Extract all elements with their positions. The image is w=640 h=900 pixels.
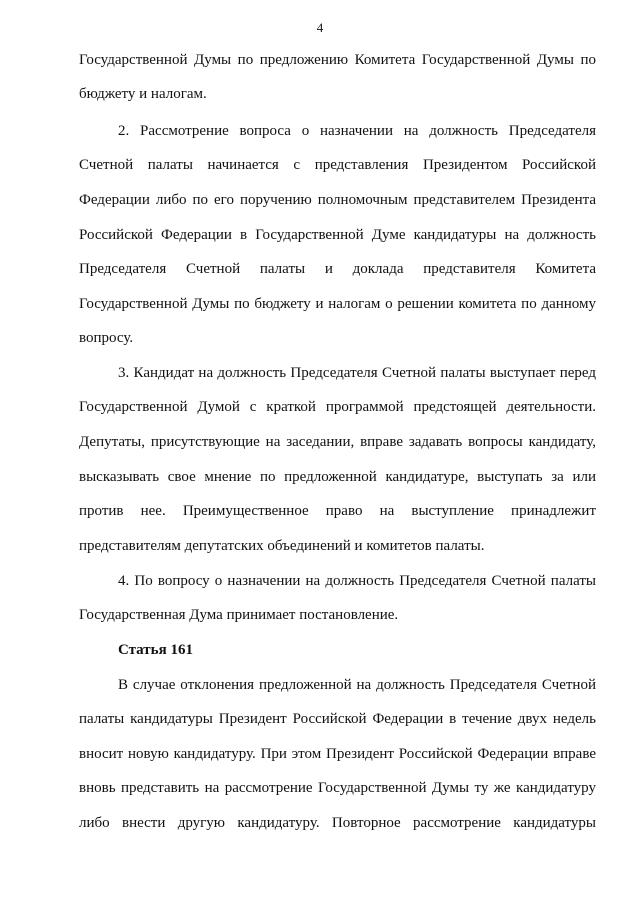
text-line: Государственной Думы по бюджету и налогам о решении комитета по данному — [79, 296, 596, 312]
text-line: Счетной палаты начинается с представления Президентом Российской — [79, 157, 596, 173]
text-line: высказывать свое мнение по предложенной кандидатуре, выступать за или — [79, 469, 596, 485]
text-line: Российской Федерации в Государственной Думе кандидатуры на должность — [79, 227, 596, 243]
text-line: либо внести другую кандидатуру. Повторное рассмотрение кандидатуры — [79, 815, 596, 831]
paragraph-start-line: 4. По вопросу о назначении на должность Председателя Счетной палаты — [118, 573, 596, 589]
text-line: Государственная Дума принимает постановление. — [79, 607, 399, 623]
paragraph-start-line: 2. Рассмотрение вопроса о назначении на должность Председателя — [118, 123, 596, 139]
paragraph-start-line: В случае отклонения предложенной на должность Председателя Счетной — [118, 677, 596, 693]
text-line: Федерации либо по его поручению полномочным представителем Президента — [79, 192, 596, 208]
text-line: вносит новую кандидатуру. При этом Президент Российской Федерации вправе — [79, 746, 596, 762]
text-line: Государственной Думы по предложению Комитета Государственной Думы по — [79, 52, 596, 68]
article-heading: Статья 161 — [118, 642, 193, 658]
text-line: палаты кандидатуры Президент Российской Федерации в течение двух недель — [79, 711, 596, 727]
text-line: против нее. Преимущественное право на выступление принадлежит — [79, 503, 596, 519]
text-line: представителям депутатских объединений и комитетов палаты. — [79, 538, 485, 554]
text-line: вновь представить на рассмотрение Государственной Думы ту же кандидатуру — [79, 780, 596, 796]
text-line: Государственной Думой с краткой программой предстоящей деятельности. — [79, 399, 596, 415]
paragraph-start-line: 3. Кандидат на должность Председателя Счетной палаты выступает перед — [118, 365, 596, 381]
text-line: вопросу. — [79, 330, 134, 346]
page-number: 4 — [316, 20, 324, 35]
text-line: Депутаты, присутствующие на заседании, вправе задавать вопросы кандидату, — [79, 434, 596, 450]
text-line: бюджету и налогам. — [79, 86, 207, 102]
text-line: Председателя Счетной палаты и доклада представителя Комитета — [79, 261, 596, 277]
